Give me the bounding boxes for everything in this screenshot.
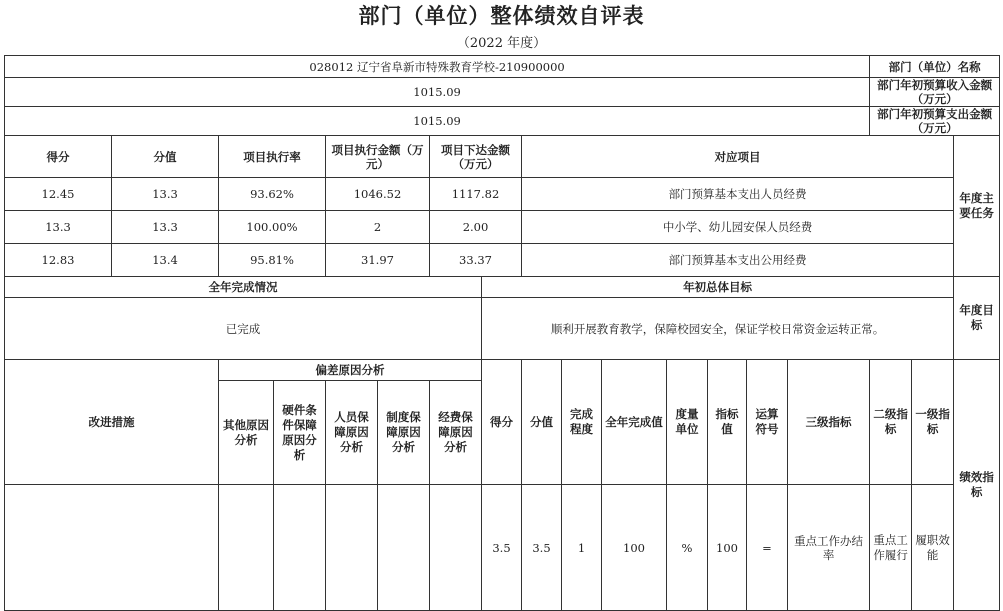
task-executed: 2 bbox=[326, 211, 430, 244]
report-year: （2022 年度） bbox=[456, 36, 547, 51]
completion-value: 1 bbox=[562, 485, 602, 611]
task-rate-header: 项目执行率 bbox=[219, 136, 326, 178]
task-weight: 13.4 bbox=[112, 244, 219, 277]
level1-header: 一级指标 bbox=[912, 360, 954, 485]
unit-header: 度量单位 bbox=[667, 360, 708, 485]
level3-header: 三级指标 bbox=[788, 360, 870, 485]
task-rate: 95.81% bbox=[219, 244, 326, 277]
task-budget: 1117.82 bbox=[430, 178, 522, 211]
deviation-header: 偏差原因分析 bbox=[219, 360, 482, 381]
reason-hardware-header: 硬件条件保障原因分析 bbox=[274, 381, 326, 485]
task-item: 中小学、幼儿园安保人员经费 bbox=[522, 211, 954, 244]
weight-value: 3.5 bbox=[522, 485, 562, 611]
score-header: 得分 bbox=[482, 360, 522, 485]
expense-row bbox=[5, 107, 1000, 136]
task-row bbox=[5, 244, 1000, 277]
reason-funds-value bbox=[430, 485, 482, 611]
unit-value: % bbox=[667, 485, 708, 611]
task-row bbox=[5, 178, 1000, 211]
completion-text: 已完成 bbox=[5, 298, 482, 360]
income-value: 1015.09 bbox=[5, 78, 870, 107]
target-header: 指标值 bbox=[708, 360, 747, 485]
task-budget: 33.37 bbox=[430, 244, 522, 277]
actual-header: 全年完成值 bbox=[602, 360, 667, 485]
reason-system-value bbox=[378, 485, 430, 611]
weight-header: 分值 bbox=[522, 360, 562, 485]
reason-system-header: 制度保障原因分析 bbox=[378, 381, 430, 485]
reason-other-header: 其他原因分析 bbox=[219, 381, 274, 485]
actual-value: 100 bbox=[602, 485, 667, 611]
tasks-section-label: 年度主要任务 bbox=[954, 136, 1000, 277]
reason-funds-header: 经费保障原因分析 bbox=[430, 381, 482, 485]
task-weight: 13.3 bbox=[112, 211, 219, 244]
task-score: 13.3 bbox=[5, 211, 112, 244]
page-title: 部门（单位）整体绩效自评表 bbox=[358, 3, 645, 28]
completion-label: 全年完成情况 bbox=[5, 277, 482, 298]
level2-header: 二级指标 bbox=[870, 360, 912, 485]
task-item: 部门预算基本支出人员经费 bbox=[522, 178, 954, 211]
completion-header: 完成程度 bbox=[562, 360, 602, 485]
goals-header-row bbox=[5, 277, 1000, 298]
task-budget: 2.00 bbox=[430, 211, 522, 244]
task-row bbox=[5, 211, 1000, 244]
indicators-section-label: 绩效指标 bbox=[954, 360, 1000, 611]
level1-value: 履职效能 bbox=[912, 485, 954, 611]
reason-other-value bbox=[219, 485, 274, 611]
operator-header: 运算符号 bbox=[747, 360, 788, 485]
expense-value: 1015.09 bbox=[5, 107, 870, 136]
indicators-header-row bbox=[5, 360, 1000, 381]
task-rate: 100.00% bbox=[219, 211, 326, 244]
task-budget-header: 项目下达金额（万元） bbox=[430, 136, 522, 178]
task-item: 部门预算基本支出公用经费 bbox=[522, 244, 954, 277]
task-rate: 93.62% bbox=[219, 178, 326, 211]
task-score: 12.45 bbox=[5, 178, 112, 211]
unit-name-value: 028012 辽宁省阜新市特殊教育学校-210900000 bbox=[5, 56, 870, 78]
overall-goal-label: 年初总体目标 bbox=[482, 277, 954, 298]
task-item-header: 对应项目 bbox=[522, 136, 954, 178]
evaluation-table bbox=[4, 55, 1000, 611]
tasks-header-row bbox=[5, 136, 1000, 178]
unit-name-label: 部门（单位）名称 bbox=[870, 56, 1000, 78]
indicator-row bbox=[5, 485, 1000, 611]
unit-name-row bbox=[5, 56, 1000, 78]
level2-value: 重点工作履行 bbox=[870, 485, 912, 611]
score-value: 3.5 bbox=[482, 485, 522, 611]
reason-staff-value bbox=[326, 485, 378, 611]
target-value: 100 bbox=[708, 485, 747, 611]
goals-content-row bbox=[5, 298, 1000, 360]
task-executed: 31.97 bbox=[326, 244, 430, 277]
overall-goal-text: 顺利开展教育教学，保障校园安全，保证学校日常资金运转正常。 bbox=[482, 298, 954, 360]
income-label: 部门年初预算收入金额（万元） bbox=[870, 78, 1000, 107]
level3-value: 重点工作办结率 bbox=[788, 485, 870, 611]
task-executed: 1046.52 bbox=[326, 178, 430, 211]
income-row bbox=[5, 78, 1000, 107]
goals-section-label: 年度目标 bbox=[954, 277, 1000, 360]
task-weight: 13.3 bbox=[112, 178, 219, 211]
task-weight-header: 分值 bbox=[112, 136, 219, 178]
reason-hardware-value bbox=[274, 485, 326, 611]
task-score: 12.83 bbox=[5, 244, 112, 277]
improve-header: 改进措施 bbox=[5, 360, 219, 485]
task-score-header: 得分 bbox=[5, 136, 112, 178]
improve-value bbox=[5, 485, 219, 611]
task-executed-header: 项目执行金额（万元） bbox=[326, 136, 430, 178]
operator-value: = bbox=[747, 485, 788, 611]
expense-label: 部门年初预算支出金额（万元） bbox=[870, 107, 1000, 136]
reason-staff-header: 人员保障原因分析 bbox=[326, 381, 378, 485]
